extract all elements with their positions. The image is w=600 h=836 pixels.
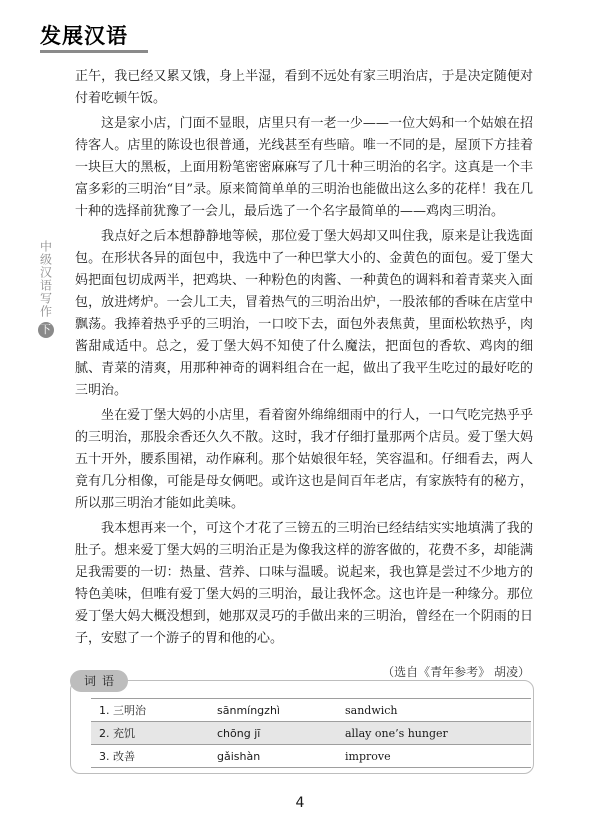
article-body <box>75 66 533 653</box>
vocab-english: improve <box>345 749 391 763</box>
paragraph: 我点好之后本想静静地等候，那位爱丁堡大妈却又叫住我，原来是让我选面包。在形状各异的面包中，我选中了一种巴掌大小的、金黄色的面包。爱丁堡大妈把面包切成两半，把鸡块、一种粉色的肉酱、一种黄色的调料和着青菜夹入面包，放进烤炉。一会儿工夫，冒着热气的三明治出炉，一股浓郁的香味在店堂中飘荡。我捧着热乎乎的三明治，一口咬下去，面包外表焦黄，里面松软热乎，肉酱甜咸适中。总之，爱丁堡大妈不知使了什么魔法，把面包的香软、鸡肉的细腻、青菜的清爽，用那种神奇的调料组合在一起，做出了我平生吃过的最好吃的三明治。 <box>75 229 533 398</box>
book-title: 发展汉语 <box>40 24 128 48</box>
side-series-label <box>37 240 54 370</box>
title-underline <box>40 50 148 53</box>
paragraph: 正午，我已经又累又饿，身上半湿，看到不远处有家三明治店，于是决定随便对付着吃顿午饭。 <box>75 69 533 106</box>
vocab-pinyin: gǎishàn <box>217 749 261 763</box>
vocab-row <box>91 745 531 768</box>
page-number: 4 <box>295 795 305 811</box>
vocab-english: sandwich <box>345 703 398 717</box>
vocab-row <box>91 699 531 722</box>
vocab-word: 2. 充饥 <box>99 727 135 740</box>
vocabulary-title: 词语 <box>70 670 128 692</box>
vocab-pinyin: chōng jī <box>217 726 261 740</box>
volume-badge: 下 <box>38 322 54 338</box>
vocab-word: 3. 改善 <box>99 750 135 763</box>
vocab-english: allay one’s hunger <box>345 726 448 740</box>
paragraph: 坐在爱丁堡大妈的小店里，看着窗外绵绵细雨中的行人，一口气吃完热乎乎的三明治，那股余香还久久不散。这时，我才仔细打量那两个店员。爱丁堡大妈五十开外，腰系围裙，动作麻利。那个姑娘很年轻，笑容温和。仔细看去，两人竟有几分相像，可能是母女俩吧。或许这也是间百年老店，有家族特有的秘方，所以那三明治才能如此美味。 <box>75 408 533 511</box>
vocab-word: 1. 三明治 <box>99 704 146 717</box>
paragraph: 我本想再来一个，可这个才花了三镑五的三明治已经结结实实地填满了我的肚子。想来爱丁堡大妈的三明治正是为像我这样的游客做的，花费不多，却能满足我需要的一切：热量、营养、口味与温暖。说起来，我也算是尝过不少地方的特色美味，但唯有爱丁堡大妈的三明治，最让我怀念。这也许是一种缘分。那位爱丁堡大妈大概没想到，她那双灵巧的手做出来的三明治，曾经在一个阴雨的日子，安慰了一个游子的胃和他的心。 <box>75 521 533 646</box>
paragraph: 这是家小店，门面不显眼，店里只有一老一少——一位大妈和一个姑娘在招待客人。店里的陈设也很普通，光线甚至有些暗。唯一不同的是，屋顶下方挂着一块巨大的黑板，上面用粉笔密密麻麻写了几十种三明治的名字。这真是一个丰富多彩的三明治“目”录。原来简简单单的三明治也能做出这么多的花样！我在几十种的选择前犹豫了一会儿，最后选了一个名字最简单的——鸡肉三明治。 <box>75 116 533 219</box>
source-citation: （选自《青年参考》 胡凌） <box>382 665 530 679</box>
vocabulary-table <box>91 698 531 768</box>
series-name: 中级汉语写作 <box>38 240 53 318</box>
vocab-row <box>91 722 531 745</box>
vocab-pinyin: sānmíngzhì <box>217 703 280 717</box>
